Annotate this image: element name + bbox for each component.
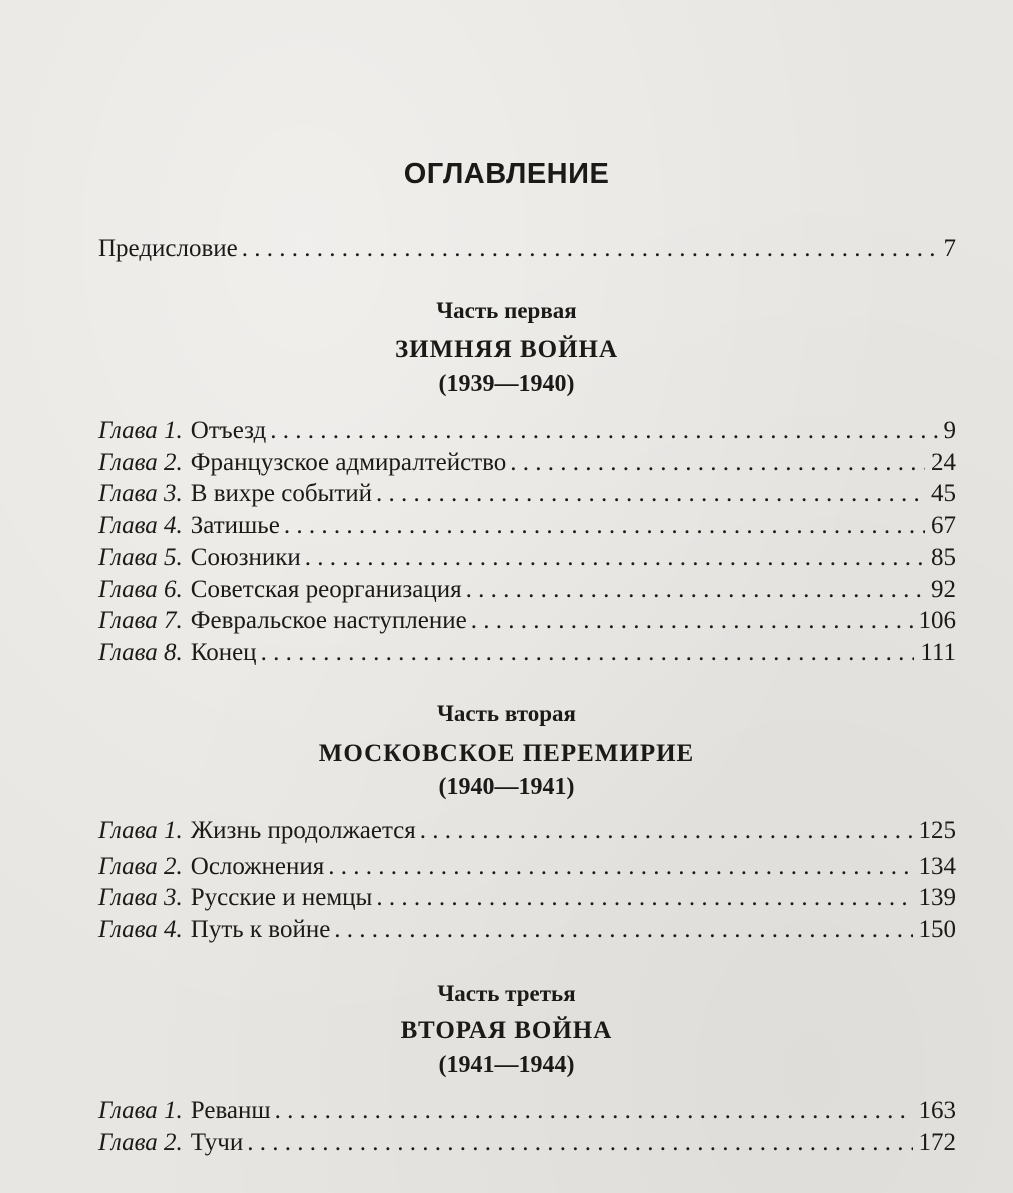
toc-entry <box>98 574 956 606</box>
entry-page: 150 <box>918 916 956 943</box>
entry-title: Отъезд <box>190 417 267 444</box>
chapter-number: Глава 1. <box>98 1097 183 1124</box>
toc-entry <box>98 542 956 574</box>
leader-dots <box>270 415 937 447</box>
entry-title: Путь к войне <box>190 916 331 943</box>
leader-dots <box>510 447 925 479</box>
entry-page: 134 <box>918 853 956 880</box>
leader-dots <box>261 637 915 669</box>
chapter-number: Глава 3. <box>98 884 183 911</box>
entry-page: 67 <box>931 512 956 539</box>
part-title: МОСКОВСКОЕ ПЕРЕМИРИЕ <box>318 740 695 767</box>
entry-title: Тучи <box>190 1129 244 1156</box>
chapter-number: Глава 4. <box>98 512 183 539</box>
chapter-number: Глава 1. <box>98 417 183 444</box>
part-label: Часть третья <box>437 981 576 1006</box>
chapter-number: Глава 7. <box>98 607 183 634</box>
entry-title: Союзники <box>190 544 301 571</box>
entry-title: В вихре событий <box>190 480 373 507</box>
entry-page: 172 <box>918 1129 956 1156</box>
leader-dots <box>466 574 925 606</box>
entry-title: Советская реорганизация <box>190 576 462 603</box>
leader-dots <box>334 914 912 946</box>
leader-dots <box>376 882 912 914</box>
leader-dots <box>328 851 912 883</box>
entry-title: Жизнь продолжается <box>190 817 416 844</box>
chapter-number: Глава 6. <box>98 576 183 603</box>
toc-entry <box>98 478 956 510</box>
chapter-number: Глава 3. <box>98 480 183 507</box>
entry-title: Затишье <box>190 512 280 539</box>
toc-entry <box>98 447 956 479</box>
part-title: ВТОРАЯ ВОЙНА <box>400 1017 613 1044</box>
leader-dots <box>305 542 925 574</box>
leader-dots <box>284 510 925 542</box>
entry-page: 45 <box>931 480 956 507</box>
toc-entry <box>98 605 956 637</box>
entry-title: Русские и немцы <box>190 884 373 911</box>
toc-entry <box>98 415 956 447</box>
entry-page: 106 <box>918 607 956 634</box>
leader-dots <box>420 815 913 847</box>
part-label: Часть вторая <box>437 701 576 726</box>
leader-dots <box>242 233 938 265</box>
entry-title: Предисловие <box>98 235 238 262</box>
toc-entry <box>98 882 956 914</box>
entry-page: 24 <box>931 449 956 476</box>
part-years: (1940—1941) <box>438 774 575 800</box>
chapter-number: Глава 2. <box>98 853 183 880</box>
toc-entry <box>98 851 956 883</box>
chapter-number: Глава 4. <box>98 916 183 943</box>
entry-page: 139 <box>918 884 956 911</box>
chapter-number: Глава 2. <box>98 449 183 476</box>
toc-entry <box>98 1127 956 1159</box>
toc-entry <box>98 637 956 669</box>
entry-title: Конец <box>190 639 257 666</box>
entry-page: 92 <box>931 576 956 603</box>
toc-entry <box>98 510 956 542</box>
chapter-number: Глава 5. <box>98 544 183 571</box>
page-title: ОГЛАВЛЕНИЕ <box>403 158 610 190</box>
entry-page: 9 <box>943 417 956 444</box>
entry-page: 111 <box>920 639 956 666</box>
part-years: (1939—1940) <box>438 371 575 397</box>
entry-page: 85 <box>931 544 956 571</box>
toc-entry-preface <box>98 233 956 265</box>
part-years: (1941—1944) <box>438 1052 575 1078</box>
entry-page: 125 <box>918 817 956 844</box>
toc-entry <box>98 914 956 946</box>
entry-title: Осложнения <box>190 853 325 880</box>
toc-entry <box>98 1095 956 1127</box>
leader-dots <box>471 605 913 637</box>
leader-dots <box>275 1095 913 1127</box>
leader-dots <box>247 1127 912 1159</box>
chapter-number: Глава 2. <box>98 1129 183 1156</box>
part-title: ЗИМНЯЯ ВОЙНА <box>394 336 619 363</box>
chapter-number: Глава 8. <box>98 639 183 666</box>
leader-dots <box>376 478 925 510</box>
entry-title: Реванш <box>190 1097 271 1124</box>
entry-title: Февральское наступление <box>190 607 467 634</box>
entry-page: 163 <box>918 1097 956 1124</box>
part-label: Часть первая <box>436 298 577 323</box>
entry-page: 7 <box>943 235 956 262</box>
toc-entry <box>98 815 956 847</box>
entry-title: Французское адмиралтейство <box>190 449 507 476</box>
chapter-number: Глава 1. <box>98 817 183 844</box>
